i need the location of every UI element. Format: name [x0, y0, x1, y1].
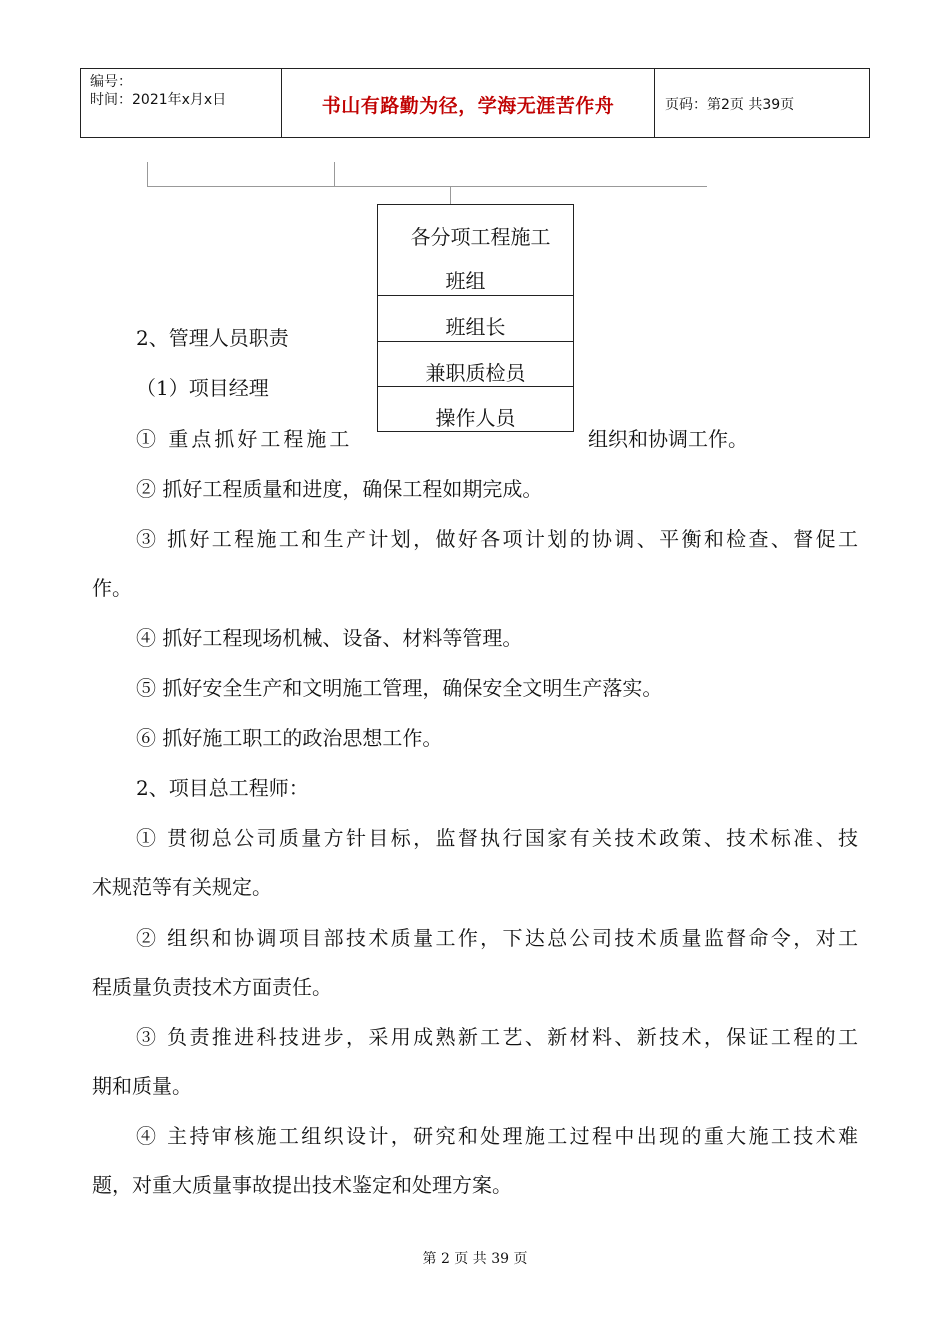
- pm-item-5: ⑤ 抓好安全生产和文明施工管理，确保安全文明生产落实。: [136, 676, 663, 700]
- org-row-divider: [378, 341, 573, 342]
- org-row-quality-inspector: 兼职质检员: [425, 361, 526, 385]
- page-header: [80, 68, 870, 138]
- chief-engineer-heading: 2、项目总工程师：: [136, 776, 309, 800]
- org-chart-box: [377, 204, 574, 432]
- pm-item-3-line-1: ③ 抓好工程施工和生产计划，做好各项计划的协调、平衡和检查、督促工: [136, 527, 858, 551]
- doc-date-label: 时间：2021年x月x日: [90, 92, 227, 108]
- header-motto: 书山有路勤为径，学海无涯苦作舟: [321, 95, 615, 117]
- ce-item-1-line-2: 术规范等有关规定。: [92, 875, 272, 899]
- pm-item-3-line-2: 作。: [92, 576, 132, 600]
- org-connector-left: [147, 162, 148, 186]
- org-box-title-line2: 班组: [445, 269, 486, 293]
- org-row-operators: 操作人员: [435, 406, 516, 430]
- org-connector-down: [450, 186, 451, 204]
- ce-item-4-line-1: ④ 主持审核施工组织设计，研究和处理施工过程中出现的重大施工技术难: [136, 1124, 858, 1148]
- org-row-divider: [378, 295, 573, 296]
- pm-item-1-part-b: 组织和协调工作。: [588, 427, 748, 451]
- org-connector-horizontal: [147, 186, 707, 187]
- pm-item-6: ⑥ 抓好施工职工的政治思想工作。: [136, 726, 443, 750]
- ce-item-2-line-1: ② 组织和协调项目部技术质量工作，下达总公司技术质量监督命令，对工: [136, 926, 858, 950]
- pm-item-1-part-a: ① 重点抓好工程施工: [136, 427, 353, 451]
- ce-item-3-line-2: 期和质量。: [92, 1074, 192, 1098]
- org-connector-mid: [334, 162, 335, 186]
- doc-number-label: 编号：: [90, 74, 132, 90]
- sub-heading-project-manager: （1）项目经理: [136, 376, 269, 400]
- pm-item-2: ② 抓好工程质量和进度，确保工程如期完成。: [136, 477, 543, 501]
- ce-item-4-line-2: 题，对重大质量事故提出技术鉴定和处理方案。: [92, 1173, 512, 1197]
- ce-item-1-line-1: ① 贯彻总公司质量方针目标，监督执行国家有关技术政策、技术标准、技: [136, 826, 858, 850]
- header-border-right: [869, 69, 870, 137]
- org-row-divider: [378, 386, 573, 387]
- header-page-info: 页码：第2页 共39页: [665, 97, 795, 113]
- section-heading: 2、管理人员职责: [136, 326, 289, 350]
- page-footer: 第 2 页 共 39 页: [422, 1251, 528, 1267]
- header-meta: [90, 73, 226, 109]
- org-row-team-leader: 班组长: [445, 315, 506, 339]
- ce-item-2-line-2: 程质量负责技术方面责任。: [92, 975, 332, 999]
- header-divider-2: [654, 69, 655, 137]
- ce-item-3-line-1: ③ 负责推进科技进步，采用成熟新工艺、新材料、新技术，保证工程的工: [136, 1025, 858, 1049]
- pm-item-4: ④ 抓好工程现场机械、设备、材料等管理。: [136, 626, 523, 650]
- header-border-left: [80, 69, 81, 137]
- org-box-title-line1: 各分项工程施工: [410, 225, 551, 249]
